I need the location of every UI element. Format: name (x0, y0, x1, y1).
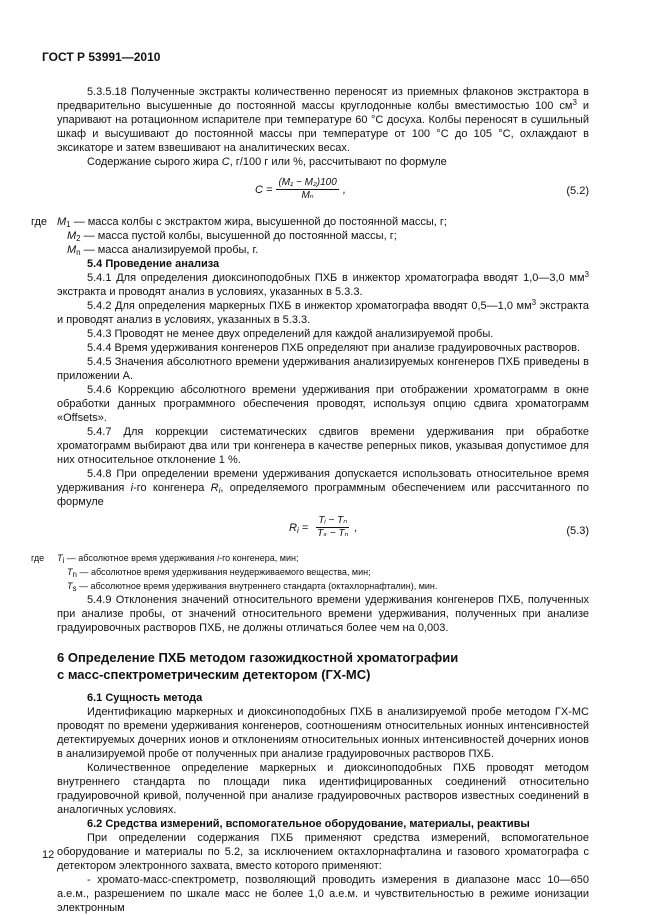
legend-m2: $M_2$ — масса пустой колбы, высушенной до постоянной массы, г; (67, 230, 397, 243)
para-6-1-b: Количественное определение маркерных и диоксиноподобных ПХБ проводят методом внутреннего стандарта по площади пика идентифицированных соединений относительно градуировочной кривой, полученной при анализе градуировочных растворов известных соединений в аналогичных условиях. (57, 762, 589, 816)
para-5-4-3: 5.4.3 Проводят не менее двух определений для каждой анализируемой пробы. (87, 328, 494, 340)
formula-tail: , (342, 183, 346, 196)
legend-m1: где $M_1$ — масса колбы с экстрактом жира, высушенной до постоянной массы, г; (31, 216, 447, 229)
para-5-4-6: 5.4.6 Коррекцию абсолютного времени удерживания при отображении хроматограмм в окне обработки данных программного обеспечения проводят, используя опцию сдвига хроматограмм «Offsets». (57, 384, 589, 424)
legend-mn: $M_n$ — масса анализируемой пробы, г. (67, 244, 259, 257)
formula-lhs: $R_i$ (289, 521, 299, 535)
formula-number: (5.2) (566, 185, 589, 197)
formula-numerator: (M₁ − M₂)100 (278, 177, 337, 188)
para-fat-content: Содержание сырого жира С, г/100 г или %, рассчитывают по формуле (87, 156, 447, 168)
formula-number: (5.3) (566, 525, 589, 537)
para-5-4-8: 5.4.8 При определении времени удерживания допускается использовать относительное время удерживания i-го конгенера $R_i$, определяемого программным обеспечением или рассчитанного по формуле (57, 468, 589, 508)
formula-5-3 (57, 511, 589, 547)
para-6-1-a: Идентификацию маркерных и диоксиноподобных ПХБ в анализируемой пробе методом ГХ-МС проводят по времени удерживания конгенеров, соотношениям относительных ионных интенсивностей детектируемых дочерних ионов и отклонениям относительных ионных интенсивностей дочерних ионов в анализируемой пробе от полученных при анализе градуировочных растворов ПХБ. (57, 706, 589, 760)
para-5-3-5-18: 5.3.5.18 Полученные экстракты количественно переносят из приемных флаконов экстрактора в предварительно высушенные до постоянной массы круглодонные колбы вместимостью 100 $см^3$ и упаривают на ротационном испарителе при температуре 60 °С досуха. Колбы переносят в сушильный шкаф и высушивают до постоянной массы при температуре от 100 °С до 105 °С, охлаждают в эксикаторе и затем взвешивают на аналитических весах. (57, 86, 589, 154)
para-5-4-5: 5.4.5 Значения абсолютного времени удерживания анализируемых конгенеров ПХБ приведены в приложении А. (57, 356, 589, 382)
section-6-title: 6 Определение ПХБ методом газожидкостной хроматографии с масс-спектрометрическим детектором (ГХ-МС) (57, 650, 459, 682)
para-5-4-2: 5.4.2 Для определения маркерных ПХБ в инжектор хроматографа вводят 0,5—1,0 $мм^3$ экстракта и проводят анализ в условиях, указанных в 5.3.3. (57, 298, 589, 326)
para-6-2-a: При определении содержания ПХБ применяют средства измерений, вспомогательное оборудование и материалы по 5.2, за исключением октахлорнафталина и газового хроматографа с детектором электронного захвата, вместо которого применяют: (57, 832, 589, 872)
section-5-4-title: 5.4 Проведение анализа (87, 258, 220, 270)
formula-tail: , (354, 521, 358, 534)
formula-eq: = (301, 521, 309, 534)
page-number: 12 (42, 849, 55, 861)
formula-lhs: C = (255, 183, 273, 196)
formula-denominator: Tₛ − Tₙ (317, 528, 349, 539)
document-header: ГОСТ Р 53991—2010 (42, 50, 161, 64)
legend-tn: Tn — абсолютное время удерживания неудерживаемого вещества, мин; (67, 567, 371, 579)
para-5-4-9: 5.4.9 Отклонения значений относительного времени удерживания конгенеров ПХБ, полученных при анализе пробы, от значений относительного времени удерживания, полученных при анализе градуировочных растворов ПХБ, не должны отличаться более чем на 0,003. (57, 594, 589, 634)
para-5-4-4: 5.4.4 Время удерживания конгенеров ПХБ определяют при анализе градуировочных растворов. (87, 342, 581, 354)
section-6-1-title: 6.1 Сущность метода (87, 692, 203, 704)
para-5-4-7: 5.4.7 Для коррекции систематических сдвигов времени удерживания при обработке хроматограмм выбирают два или три конгенера в качестве реперных пиков, указывая допустимое для них относительное отклонение 1 %. (57, 426, 589, 466)
legend-ti: где Ti — абсолютное время удерживания i-го конгенера, мин; (31, 553, 299, 565)
formula-numerator: Tᵢ − Tₙ (318, 515, 348, 526)
section-6-2-title: 6.2 Средства измерений, вспомогательное оборудование, материалы, реактивы (87, 818, 530, 830)
formula-5-2 (57, 171, 589, 211)
para-5-4-1: 5.4.1 Для определения диоксиноподобных ПХБ в инжектор хроматографа вводят 1,0—3,0 $мм^3$ экстракта и проводят анализ в условиях, указанных в 5.3.3. (57, 270, 589, 298)
formula-denominator: Mₙ (301, 190, 314, 201)
para-6-2-b: - хромато-масс-спектрометр, позволяющий проводить измерения в диапазоне масс 10—650 а.е.м., разрешением по шкале масс не более 1,0 а.е.м. и чувствительностью в режиме ионизации электронным (57, 874, 589, 914)
legend-ts: Ts — абсолютное время удерживания внутреннего стандарта (октахлорнафталин), мин. (67, 581, 438, 593)
